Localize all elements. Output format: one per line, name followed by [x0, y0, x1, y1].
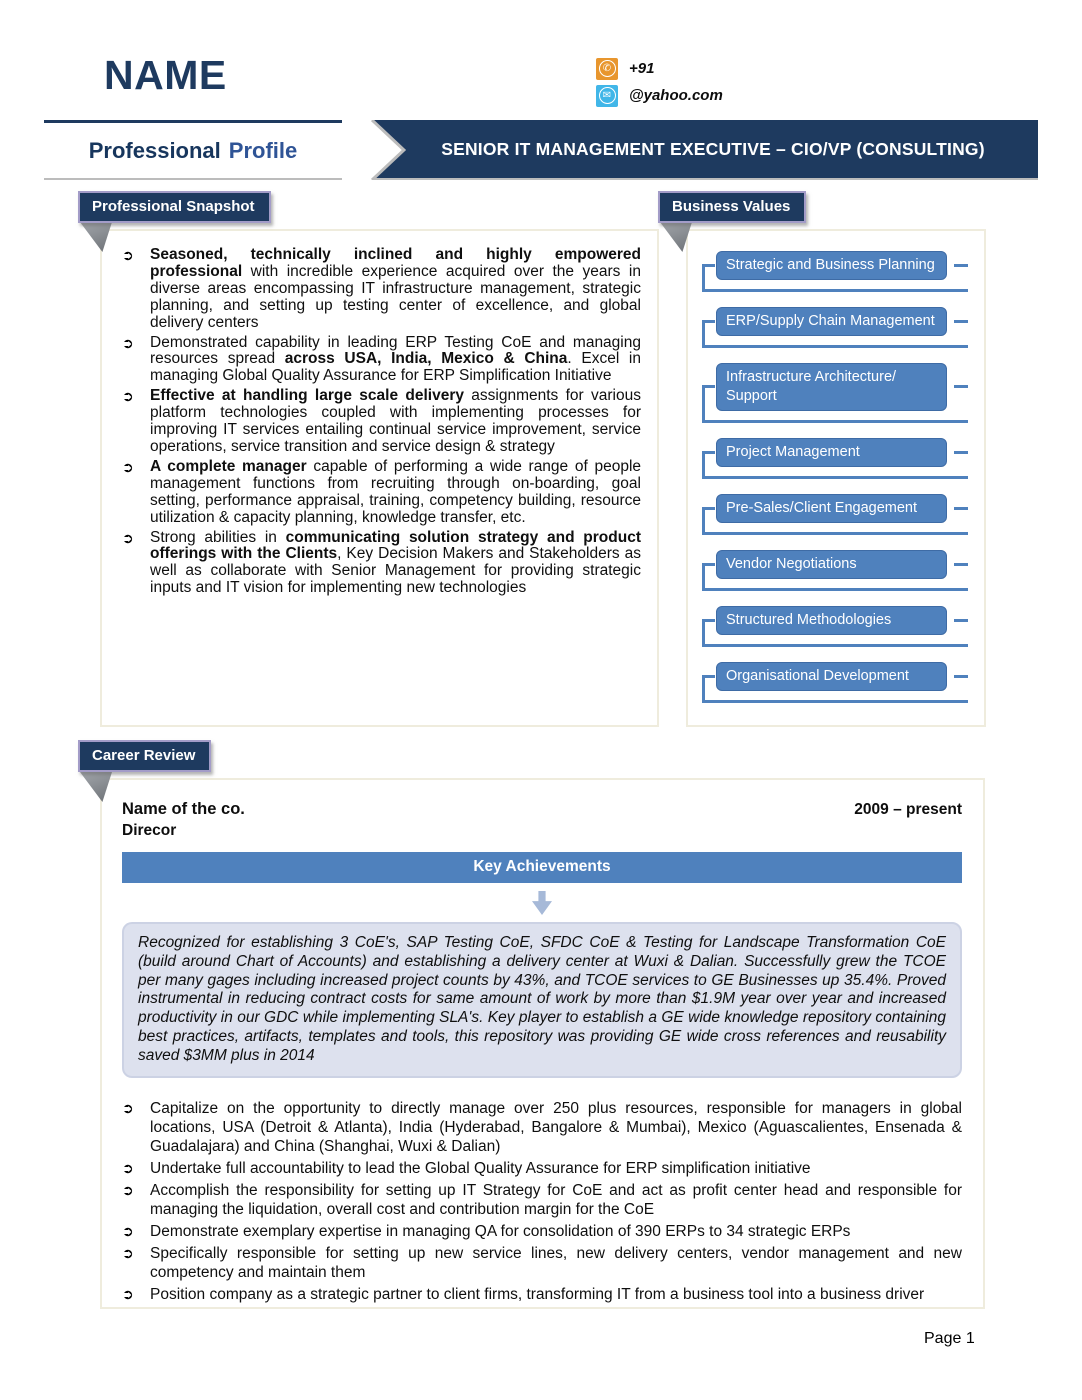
section-header-business-values: Business Values: [658, 191, 806, 223]
contact-block: [596, 57, 723, 111]
down-arrow-icon: [532, 891, 552, 915]
business-value-box: [716, 606, 947, 635]
connector-line: [954, 320, 968, 323]
snapshot-bullet-text: Effective at handling large scale delivery assignments for various platform technologies coupled with implementing processes for improving IT services entailing continual service improvement, service operations, service transition and service design & strategy: [150, 387, 641, 455]
business-value-label: Vendor Negotiations: [726, 556, 857, 572]
career-bullet: [122, 1099, 962, 1156]
connector-line: [702, 507, 705, 536]
business-value-label: Strategic and Business Planning: [726, 257, 935, 273]
connector-line: [702, 532, 968, 535]
business-value-box: [716, 307, 947, 336]
career-bullet-text: Accomplish the responsibility for setting up IT Strategy for CoE and act as profit center head and responsible for managing the liquidation, overall cost and contribution margin for the CoE: [150, 1181, 962, 1218]
snapshot-bullet-text: Demonstrated capability in leading ERP Testing CoE and managing resources spread across USA, India, Mexico & China. Excel in managing Global Quality Assurance for ERP Simplification Initiative: [150, 333, 641, 385]
email-address: @yahoo.com: [629, 87, 723, 104]
career-bullet-text: Demonstrate exemplary expertise in managing QA for consolidation of 390 ERPs to 34 strategic ERPs: [150, 1222, 851, 1240]
candidate-name: NAME: [104, 52, 227, 98]
business-value-item: [702, 662, 968, 703]
connector-line: [702, 588, 968, 591]
bullet-arrow-icon: ➲: [122, 1181, 134, 1198]
bullet-arrow-icon: ➲: [122, 458, 134, 475]
bullet-arrow-icon: ➲: [122, 1159, 134, 1176]
business-value-label: ERP/Supply Chain Management: [726, 313, 935, 329]
business-value-item: [702, 550, 968, 591]
connector-line: [702, 289, 968, 292]
connector-line: [954, 451, 968, 454]
career-bullet-list: [122, 1099, 962, 1304]
page-number: Page 1: [924, 1330, 975, 1347]
bullet-arrow-icon: ➲: [122, 1244, 134, 1261]
career-bullet: [122, 1244, 962, 1282]
professional-snapshot-panel: [100, 229, 659, 727]
business-value-item: [702, 494, 968, 535]
connector-line: [702, 420, 968, 423]
connector-line: [954, 619, 968, 622]
connector-line: [954, 507, 968, 510]
connector-line: [702, 385, 705, 423]
employment-dates: 2009 – present: [854, 801, 962, 818]
business-value-label: Organisational Development: [726, 668, 909, 684]
business-value-box: [716, 251, 947, 280]
section-header-career-review: Career Review: [78, 740, 211, 772]
company-row: [122, 800, 962, 819]
career-bullets-section: [122, 1099, 962, 1304]
bullet-arrow-icon: ➲: [122, 247, 134, 263]
business-value-label: Infrastructure Architecture/ Support: [726, 369, 897, 404]
career-bullet-text: Undertake full accountability to lead the Global Quality Assurance for ERP simplification initiative: [150, 1159, 811, 1177]
career-bullet-text: Specifically responsible for setting up new service lines, new delivery centers, vendor management and new competency and maintain them: [150, 1244, 962, 1281]
business-value-box: [716, 662, 947, 691]
connector-line: [702, 563, 705, 592]
phone-number: +91: [629, 60, 655, 77]
profile-label: [44, 120, 342, 180]
snapshot-bullet: [122, 530, 641, 598]
career-bullet-text: Position company as a strategic partner to client firms, transforming IT from a business tool into a business driver: [150, 1285, 925, 1303]
business-value-item: [702, 438, 968, 479]
connector-line: [702, 476, 968, 479]
business-value-box: [716, 363, 947, 411]
profile-label-suffix: Profile: [228, 137, 298, 163]
business-values-panel: [686, 229, 986, 727]
connector-line: [702, 675, 705, 704]
achievements-summary: Recognized for establishing 3 CoE's, SAP Testing CoE, SFDC CoE & Testing for Landscape Transformation CoE (build around Chart of Accounts) and establishing a delivery center at Wuxi & Dalian. Successfully grew the TCOE per many gages including increased project counts by 43%, and TCOE services to GE Businesses up 35.4%. Proved instrumental in reducing contract costs for same amount of work by more than $1.9M year over year and increased productivity in our GDC while implementing SLA's. Key player to establish a GE wide knowledge repository containing best practices, artifacts, templates and tools, this repository was providing GE wide cross references and reusability saved $3MM plus in 2014: [122, 922, 962, 1078]
business-value-label: Structured Methodologies: [726, 612, 892, 628]
chevron-arrow-icon: [342, 120, 406, 180]
job-title: SENIOR IT MANAGEMENT EXECUTIVE – CIO/VP (CONSULTING): [342, 120, 1038, 180]
business-value-box: [716, 550, 947, 579]
connector-line: [702, 320, 705, 349]
connector-line: [954, 385, 968, 388]
connector-line: [954, 264, 968, 267]
phone-icon: ✆: [596, 58, 618, 80]
snapshot-bullet-text: Seasoned, technically inclined and highly empowered professional with incredible experience acquired over the years in diverse areas encompassing IT infrastructure management, strategic planning, and setting up testing center of excellence, and global delivery centers: [150, 246, 641, 331]
snapshot-bullet-text: Strong abilities in communicating solution strategy and product offerings with the Clients, Key Decision Makers and Stakeholders as well as collaborate with Senior Management for providing strategic inputs and IT vision for implementing new technologies: [150, 528, 641, 597]
bullet-arrow-icon: ➲: [122, 1222, 134, 1239]
key-achievements-bar: Key Achievements: [122, 852, 962, 883]
connector-line: [702, 700, 968, 703]
business-value-item: [702, 251, 968, 292]
career-review-panel: [100, 778, 985, 1309]
snapshot-bullet: [122, 335, 641, 386]
email-icon: ✉: [596, 85, 618, 107]
snapshot-bullet: [122, 247, 641, 332]
bullet-arrow-icon: ➲: [122, 529, 134, 546]
connector-line: [702, 264, 705, 293]
business-values-list: [688, 251, 984, 703]
bullet-arrow-icon: ➲: [122, 388, 134, 405]
snapshot-bullet-text: A complete manager capable of performing a wide range of people management functions from recruiting through on-boarding, goal setting, performance appraisal, training, competency building, resource utilization & capacity planning, knowledge transfer, etc.: [150, 457, 642, 526]
business-value-label: Pre-Sales/Client Engagement: [726, 500, 918, 516]
profile-label-prefix: Professional: [88, 137, 221, 163]
company-name: Name of the co.: [122, 800, 245, 818]
connector-line: [954, 563, 968, 566]
job-role: Direcor: [122, 822, 177, 839]
snapshot-bullet: [122, 459, 641, 527]
business-value-item: [702, 606, 968, 647]
bullet-arrow-icon: ➲: [122, 1285, 134, 1302]
career-bullet: [122, 1222, 962, 1241]
business-value-box: [716, 494, 947, 523]
business-value-item: [702, 307, 968, 348]
business-value-item: [702, 363, 968, 423]
career-bullet-text: Capitalize on the opportunity to directly manage over 250 plus resources, responsible for managers in global locations, USA (Detroit & Atlanta), India (Hyderabad, Bangalore & Mumbai), Mexico (Aguascalientes, Ensenada & Guadalajara) and China (Shanghai, Wuxi & Dalian): [150, 1099, 962, 1155]
phone-row: [596, 57, 723, 80]
section-header-professional-snapshot: Professional Snapshot: [78, 191, 271, 223]
connector-line: [702, 451, 705, 480]
title-band: [44, 120, 1038, 180]
bullet-arrow-icon: ➲: [122, 334, 134, 351]
snapshot-bullet: [122, 388, 641, 456]
connector-line: [702, 644, 968, 647]
career-bullet: [122, 1181, 962, 1219]
connector-line: [702, 345, 968, 348]
career-bullet: [122, 1285, 962, 1304]
snapshot-bullet-list: [122, 247, 641, 597]
connector-line: [954, 675, 968, 678]
career-bullet: [122, 1159, 962, 1178]
connector-line: [702, 619, 705, 648]
bullet-arrow-icon: ➲: [122, 1099, 134, 1116]
business-value-label: Project Management: [726, 444, 860, 460]
email-row: [596, 84, 723, 107]
business-value-box: [716, 438, 947, 467]
